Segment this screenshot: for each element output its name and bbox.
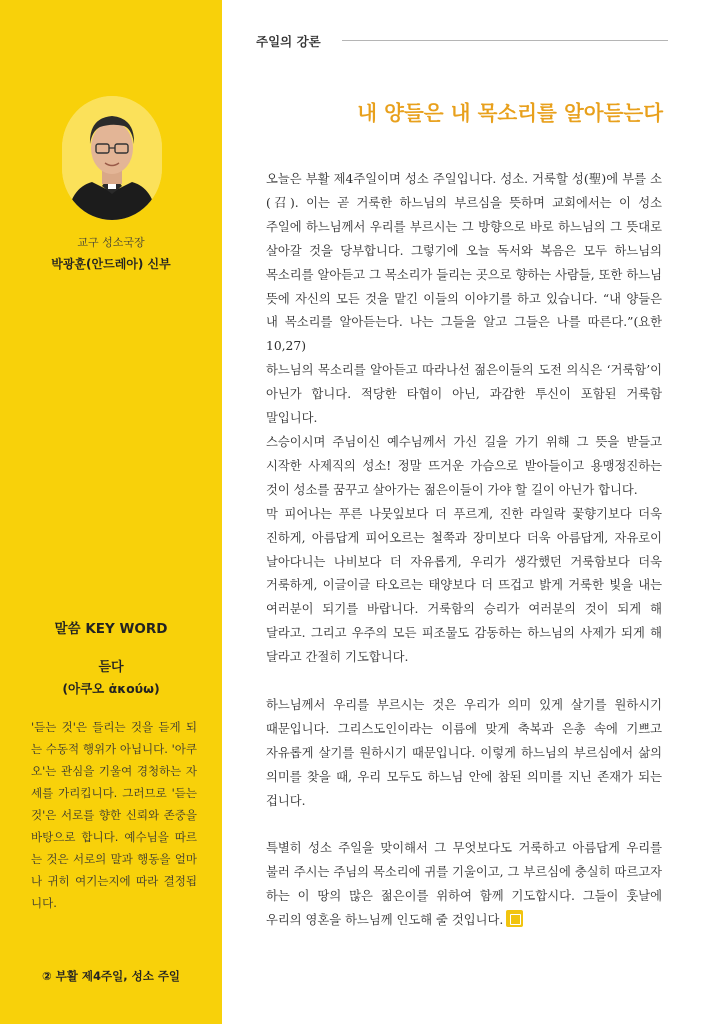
author-role: 교구 성소국장 xyxy=(77,236,145,249)
article-body xyxy=(266,168,662,933)
keyword-explanation: '듣는 것'은 들리는 것을 듣게 되는 수동적 행위가 아닙니다. '아쿠오'는 관심을 기울여 경청하는 자세를 가리킵니다. 그러므로 '듣는 것'은 서로를 향한 신뢰와 존중을 바탕으로 합니다. 예수님을 따르는 것은 서로의 말과 행동을 얼마나 귀히 여기는지에 따라 결정됩니다. xyxy=(31,720,197,910)
body-paragraph-2: 하느님께서 우리를 부르시는 것은 우리가 의미 있게 살기를 원하시기 때문입니다. 그리스도인이라는 이름에 맞게 축복과 은총 속에 기쁘고 자유롭게 살기를 원하시기 때문입니다. 이렇게 하느님의 부르심에서 삶의 의미를 찾을 때, 우리 모두도 하느님 안에 참된 의미를 지닌 존재가 되는 겁니다. xyxy=(266,697,662,808)
section-label: 주일의 강론 xyxy=(256,34,321,49)
sidebar xyxy=(0,0,222,1024)
article-headline: 내 양들은 내 목소리를 알아듣는다 xyxy=(357,101,663,125)
keyword-title: 말씀 KEY WORD xyxy=(54,621,168,637)
section-divider xyxy=(342,40,668,41)
body-paragraph-3-text: 특별히 성소 주일을 맞이해서 그 무엇보다도 거룩하고 아름답게 우리를 불러 주시는 주님의 목소리에 귀를 기울이고, 그 부르심에 충실히 따르고자 하는 이 땅의 많은 젊은이를 위하여 함께 기도합시다. 그들이 훗날에 우리의 영혼을 하느님께 인도해 줄 것입니다. xyxy=(266,841,662,928)
body-paragraph-3 xyxy=(266,837,662,933)
priest-portrait-icon xyxy=(62,96,162,220)
author-name: 박광훈(안드레아) 신부 xyxy=(51,257,171,271)
end-mark-icon xyxy=(506,910,523,927)
keyword-subtitle: (아쿠오 ἀκούω) xyxy=(62,681,160,696)
author-portrait xyxy=(62,96,162,220)
page-footer: ② 부활 제4주일, 성소 주일 xyxy=(41,969,181,983)
body-paragraph-1: 오늘은 부활 제4주일이며 성소 주일입니다. 성소. 거룩할 성(聖)에 부를 소(召). 이는 곧 거룩한 하느님의 부르심을 뜻하며 교회에서는 이 성소 주일에 하느님께서 우리를 부르시는 그 방향으로 바로 하느님의 그 뜻대로 살아갈 것을 당부합니다. 그렇기에 오늘 독서와 복음은 모두 하느님의 목소리를 알아듣고 그 목소리가 들리는 곳으로 향하는 사람들, 또한 하느님 뜻에 자신의 모든 것을 맡긴 이들의 이야기를 하고 있습니다. “내 양들은 내 목소리를 알아듣는다. 나는 그들을 알고 그들은 나를 따른다.”(요한 10,27) 하느님의 목소리를 알아듣고 따라나선 젊은이들의 도전 의식은 ‘거룩함’이 아닌가 합니다. 적당한 타협이 아닌, 과감한 투신이 포함된 거룩함 말입니다. 스승이시며 주님이신 예수님께서 가신 길을 가기 위해 그 뜻을 받들고 시작한 사제직의 성소! 정말 뜨거운 가슴으로 받아들이고 용맹정진하는 것이 성소를 꿈꾸고 살아가는 젊은이들이 가야 할 길이 아닌가 합니다. 막 피어나는 푸른 나뭇잎보다 더 푸르게, 진한 라일락 꽃향기보다 더욱 진하게, 아름답게 피어오르는 철쭉과 장미보다 더욱 아름답게, 자유로이 날아다니는 나비보다 더 자유롭게, 우리가 생각했던 거룩함보다 더욱 거룩하게, 이글이글 타오르는 태양보다 더 뜨겁고 밝게 거룩한 빛을 내는 여러분이 되기를 바랍니다. 거룩함의 승리가 여러분의 것이 되게 해 달라고. 그리고 우주의 모든 피조물도 감동하는 하느님의 사제가 되게 해 달라고 간절히 기도합니다. xyxy=(266,172,662,665)
keyword-word: 듣다 xyxy=(98,660,124,675)
